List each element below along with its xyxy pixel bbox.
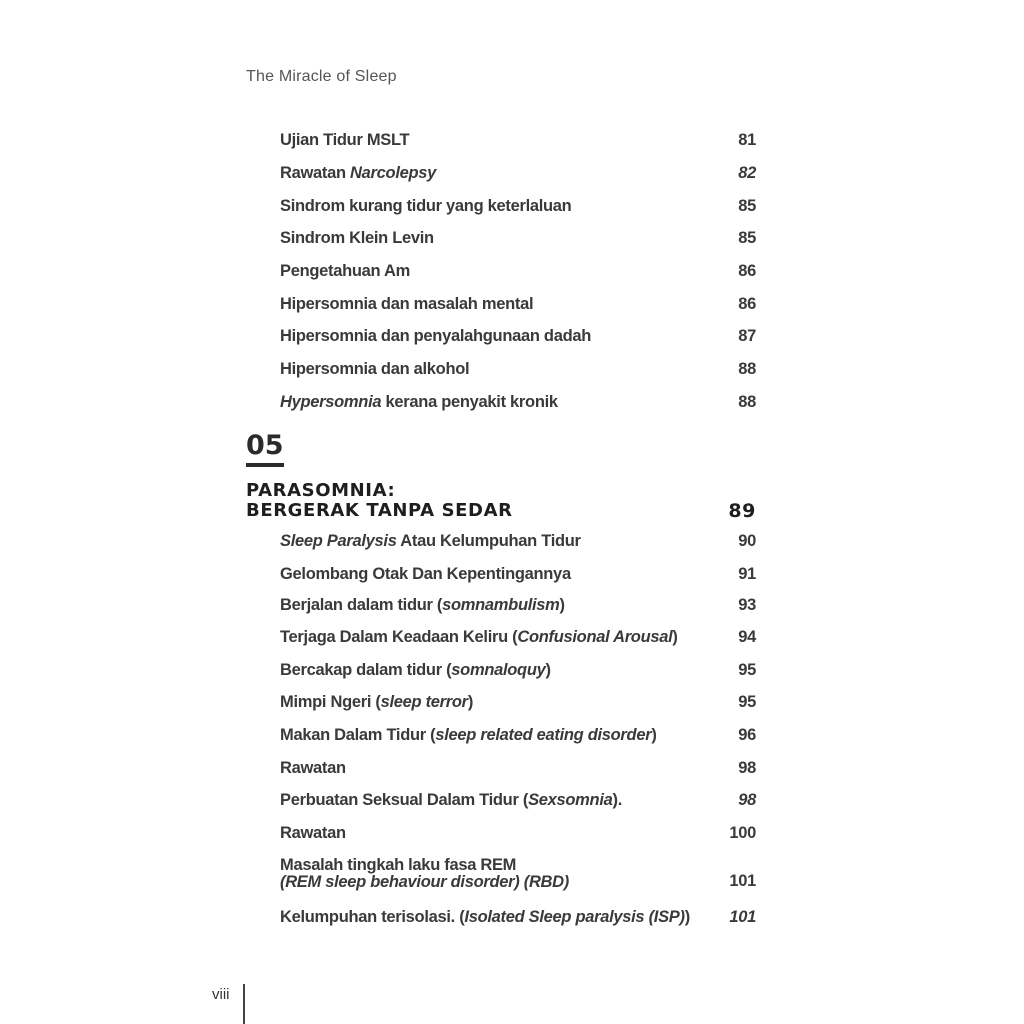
toc-entry-page: 86 [738,262,756,280]
toc-entry-title [280,661,551,680]
toc-entry-title [280,791,622,810]
chapter-number: 05 [246,431,284,467]
toc-entry-page: 96 [738,726,756,744]
toc-entry-page: 91 [738,565,756,583]
toc-entry-title-part: Bercakap dalam tidur ( [280,661,452,679]
toc-entry-title [280,532,581,551]
toc-entry-title-part: ) [651,726,657,744]
toc-entry-title [280,726,657,745]
toc-entry-title-line1: Masalah tingkah laku fasa REM [280,856,517,874]
toc-entry-title-part: Sindrom kurang tidur yang keterlaluan [280,197,572,215]
toc-entry-title-part: Hipersomnia dan penyalahgunaan dadah [280,327,592,345]
chapter-page-number: 89 [728,500,756,522]
toc-entry-page: 101 [729,908,756,926]
toc-entry-title [280,759,346,778]
chapter-title-line1: PARASOMNIA: [246,480,396,501]
toc-entry-title [280,908,690,927]
toc-entry-title-part: Confusional Arousal [517,628,673,646]
toc-entry-title-part: ) [672,628,678,646]
toc-entry [280,295,756,314]
toc-entry [280,532,756,551]
toc-entry-page: 95 [738,661,756,679]
toc-entry [280,596,756,615]
toc-entry-title-part: Sleep Paralysis [280,532,397,550]
chapter-title-line2: BERGERAK TANPA SEDAR [246,500,513,521]
toc-entry-title-part: Hypersomnia [280,393,382,411]
toc-entry-page: 98 [738,759,756,777]
toc-entry-title-part: Hipersomnia dan alkohol [280,360,470,378]
toc-entry-title-part: ) [467,693,474,711]
toc-entry-page: 90 [738,532,756,550]
toc-entry-title [280,393,558,412]
toc-entry [280,262,756,281]
toc-entry-title [280,596,565,615]
toc-entry-title-part: Terjaga Dalam Keadaan Keliru ( [280,628,518,646]
toc-entry-title-part: ) [545,661,551,679]
toc-entry [280,131,756,150]
toc-entry [280,824,756,843]
toc-entry-title-part: Hipersomnia dan masalah mental [280,295,534,313]
toc-entry-title-part: ). [612,791,622,809]
toc-entry [280,393,756,412]
toc-entry-title-part: Sindrom Klein Levin [280,229,434,247]
toc-entry-title-part: somnaloquy [451,661,546,679]
toc-entry-page: 95 [738,693,756,711]
toc-entry-page: 86 [738,295,756,313]
toc-entry-title [280,628,678,647]
toc-entry [280,661,756,680]
toc-entry [280,759,756,778]
toc-entry-title [280,197,571,216]
toc-entry-page: 82 [738,164,756,182]
toc-entry-page: 85 [738,197,756,215]
toc-entry [280,229,756,248]
toc-entry-title-part: Mimpi Ngeri ( [280,693,381,711]
toc-entry-title-part: ) [684,908,690,926]
toc-entry-page: 87 [738,327,756,345]
toc-entry-title-part: Rawatan [280,824,346,842]
toc-entry-title [280,327,591,346]
toc-entry [280,565,756,584]
toc-entry-title [280,565,571,584]
toc-entry-page: 88 [738,360,756,378]
toc-entry-page: 98 [738,791,756,809]
toc-entry [280,693,756,712]
folio-rule [243,984,245,1024]
running-head: The Miracle of Sleep [246,68,397,85]
toc-entry-title-part: Ujian Tidur MSLT [280,131,410,149]
folio-page-number: viii [212,986,230,1003]
toc-entry-title-part: somnambulism [442,596,560,614]
toc-entry-title-part: Narcolepsy [350,164,437,182]
toc-entry-title-line2: (REM sleep behaviour disorder) (RBD) [280,873,569,891]
toc-entry-title [280,262,410,281]
toc-entry-title-part: Berjalan dalam tidur ( [280,596,443,614]
toc-entry-title-part: Rawatan [280,759,346,777]
toc-entry [280,791,756,810]
toc-entry-title [280,131,409,150]
toc-entry-title [280,360,469,379]
toc-entry-page: 88 [738,393,756,411]
toc-entry-title-part: Isolated Sleep paralysis (ISP) [464,908,685,926]
toc-entry-title [280,693,473,712]
toc-entry [280,327,756,346]
toc-entry [280,726,756,745]
toc-entry [280,628,756,647]
toc-entry-title-part: Atau Kelumpuhan Tidur [396,532,581,550]
toc-entry-title-part: Kelumpuhan terisolasi. ( [280,908,465,926]
chapter-title [246,481,513,521]
toc-entry-page: 93 [738,596,756,614]
toc-entry-rbd [280,857,756,891]
toc-entry-isp [280,908,756,927]
toc-entry [280,164,756,183]
toc-entry-title-part: Pengetahuan Am [280,262,410,280]
toc-entry-page: 85 [738,229,756,247]
toc-entry-title-part: ) [559,596,565,614]
toc-entry-title-part: sleep terror [380,693,468,711]
toc-entry-title [280,824,346,843]
toc-entry-title-part: Rawatan [280,164,351,182]
toc-entry-title [280,857,569,891]
toc-entry-title-part: Perbuatan Seksual Dalam Tidur ( [280,791,529,809]
toc-entry-title-part: kerana penyakit kronik [381,393,558,411]
toc-entry-page: 94 [738,628,756,646]
toc-entry-page: 81 [738,131,756,149]
chapter-heading [246,481,756,521]
toc-entry-page: 100 [729,824,756,842]
toc-entry [280,197,756,216]
toc-entry-title [280,164,436,183]
toc-entry-title-part: Makan Dalam Tidur ( [280,726,436,744]
toc-entry-title [280,229,434,248]
toc-entry-title-part: sleep related eating disorder [435,726,652,744]
toc-entry-title-part: Gelombang Otak Dan Kepentingannya [280,565,571,583]
toc-entry [280,360,756,379]
toc-entry-title [280,295,533,314]
toc-entry-page: 101 [729,872,756,890]
toc-entry-title-part: Sexsomnia [528,791,613,809]
